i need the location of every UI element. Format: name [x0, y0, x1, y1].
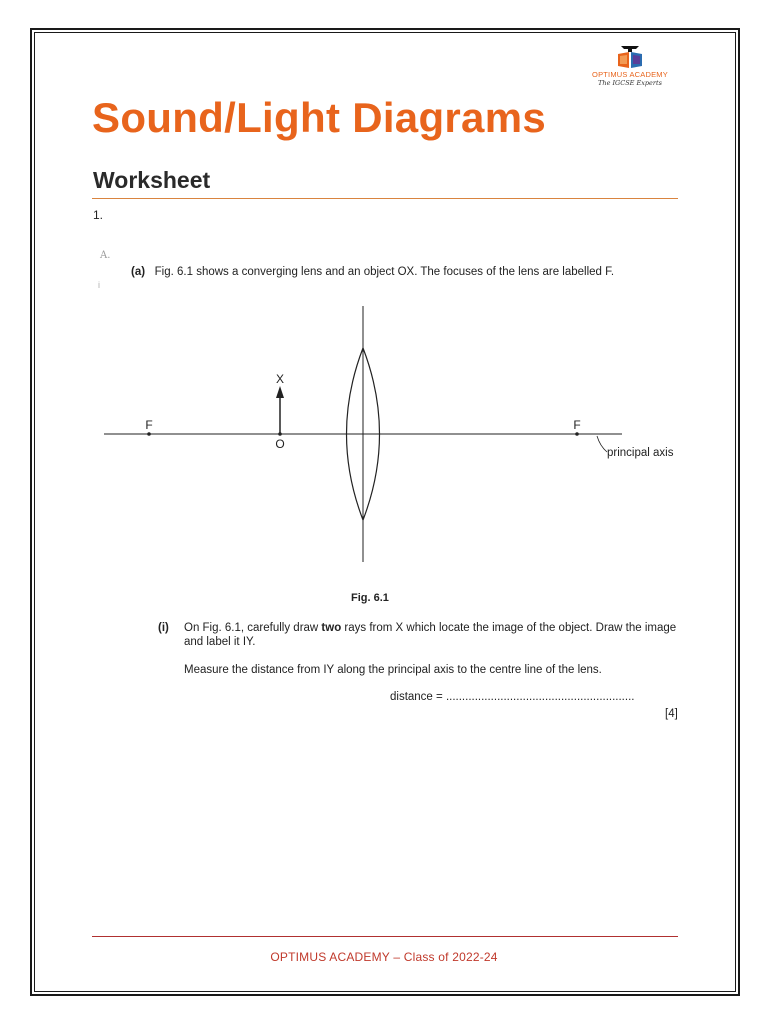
label-o: O	[275, 437, 285, 451]
label-x: X	[275, 372, 285, 386]
part-i-measure-instruction: Measure the distance from IY along the principal axis to the centre line of the lens.	[184, 664, 602, 676]
label-f-left: F	[145, 418, 153, 432]
label-principal-axis: principal axis	[607, 447, 674, 459]
distance-label: distance =	[390, 691, 446, 703]
part-i-text-emphasis: two	[321, 622, 342, 634]
footer-divider	[92, 936, 678, 937]
figure-caption: Fig. 6.1	[351, 592, 389, 604]
focus-left-point	[147, 432, 151, 436]
worksheet-heading: Worksheet	[93, 167, 211, 193]
axis-label-leader	[597, 436, 607, 452]
question-number: 1.	[93, 208, 104, 222]
part-i-label: (i)	[158, 622, 169, 634]
part-a-text: Fig. 6.1 shows a converging lens and an object OX. The focuses of the lens are labelled F.	[154, 266, 615, 278]
marks-indicator: [4]	[665, 708, 678, 720]
label-f-right: F	[573, 418, 581, 432]
logo-tagline: The IGCSE Experts	[598, 79, 662, 87]
part-i-text	[184, 621, 684, 649]
footer-text: OPTIMUS ACADEMY – Class of 2022-24	[270, 950, 498, 964]
scan-mark: A.	[100, 250, 111, 261]
distance-answer-line[interactable]	[390, 691, 634, 703]
part-a-label: (a)	[131, 266, 146, 278]
part-i-text-end: rays from X which locate the image of the object. Draw the image and label it IY.	[184, 622, 677, 648]
point-o	[278, 432, 282, 436]
object-arrowhead	[276, 386, 284, 398]
distance-answer-dots[interactable]: ...........................................................	[445, 691, 635, 703]
focus-right-point	[575, 432, 579, 436]
page-title: Sound/Light Diagrams	[92, 94, 547, 141]
part-i-text-start: On Fig. 6.1, carefully draw	[184, 622, 322, 634]
logo-name: OPTIMUS ACADEMY	[592, 70, 668, 79]
scan-mark-2: i	[98, 280, 100, 290]
